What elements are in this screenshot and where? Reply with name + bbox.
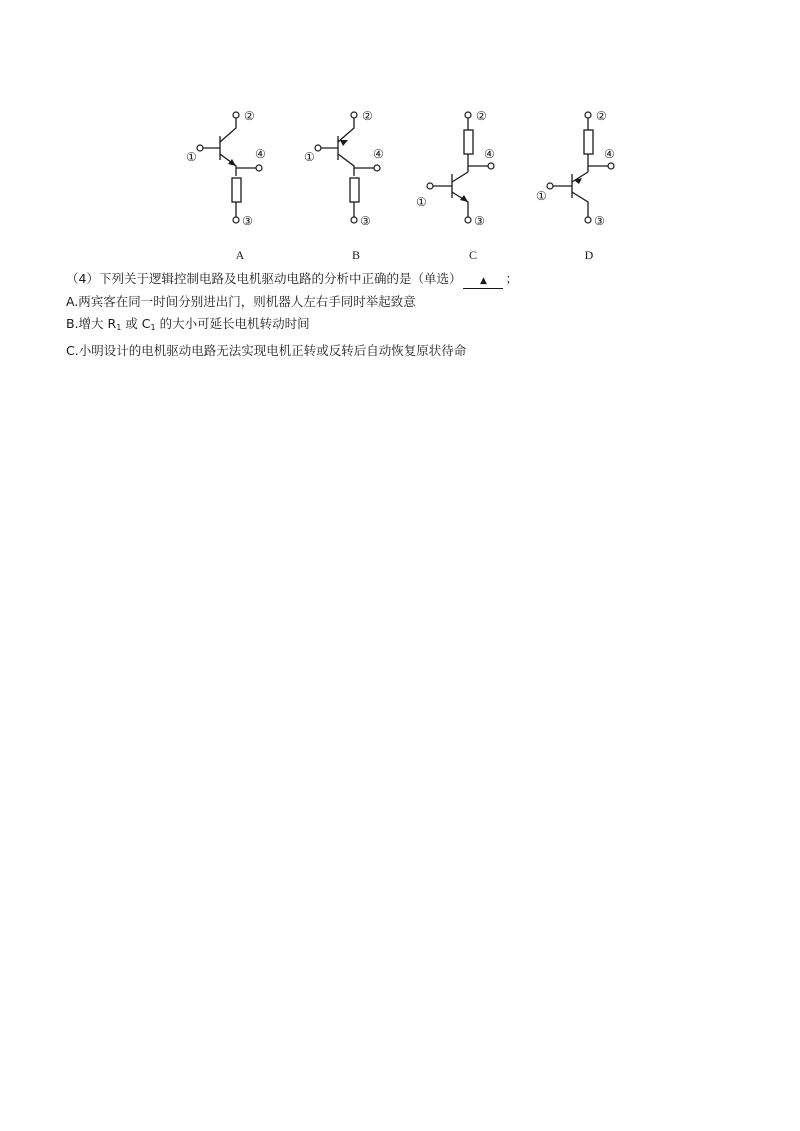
terminal-3-label: ③	[594, 214, 605, 228]
question-stem	[66, 268, 766, 291]
terminal-1-label: ①	[416, 195, 427, 209]
terminal-1-label: ①	[536, 189, 547, 203]
choice-a: A.两宾客在同一时间分别进出门，则机器人左右手同时举起致意	[66, 293, 416, 309]
terminal-3-label: ③	[242, 214, 253, 228]
terminal-2-label: ②	[476, 109, 487, 123]
option-c-label: C	[468, 248, 478, 262]
terminal-4-label: ④	[484, 147, 495, 161]
transistor-circuit-options	[170, 98, 640, 270]
terminal-4-label: ④	[604, 147, 615, 161]
circuit-a	[186, 109, 266, 228]
question-text: 下列关于逻辑控制电路及电机驱动电路的分析中正确的是（单选）	[98, 271, 462, 286]
choice-b-suffix: 的大小可延长电机转动时间	[155, 316, 310, 331]
question-4	[66, 268, 766, 362]
terminal-4-label: ④	[373, 147, 384, 161]
terminal-2-label: ②	[596, 109, 607, 123]
terminal-1-label: ①	[186, 150, 197, 164]
blank-triangle-icon: ▲	[480, 276, 487, 286]
terminal-2-label: ②	[244, 109, 255, 123]
option-b-label: B	[351, 248, 361, 262]
answer-blank[interactable]	[463, 272, 503, 289]
circuit-c	[416, 109, 495, 228]
choice-b	[66, 313, 766, 340]
terminal-3-label: ③	[474, 214, 485, 228]
option-a-label: A	[235, 248, 245, 262]
circuit-d	[536, 109, 615, 228]
choice-b-sub2: 1	[150, 323, 156, 332]
terminal-1-label: ①	[304, 150, 315, 164]
choice-b-prefix: B.增大 R	[66, 316, 117, 331]
option-d-label: D	[584, 248, 594, 262]
choice-b-mid: 或 C	[121, 316, 151, 331]
question-end-punct: ；	[505, 271, 518, 286]
terminal-3-label: ③	[360, 214, 371, 228]
choice-c: C.小明设计的电机驱动电路无法实现电机正转或反转后自动恢复原状待命	[66, 342, 467, 358]
terminal-4-label: ④	[255, 147, 266, 161]
terminal-2-label: ②	[362, 109, 373, 123]
choice-b-sub1: 1	[116, 323, 122, 332]
circuit-diagrams	[170, 98, 640, 248]
question-number: （4）	[66, 271, 99, 286]
circuit-b	[304, 109, 384, 228]
